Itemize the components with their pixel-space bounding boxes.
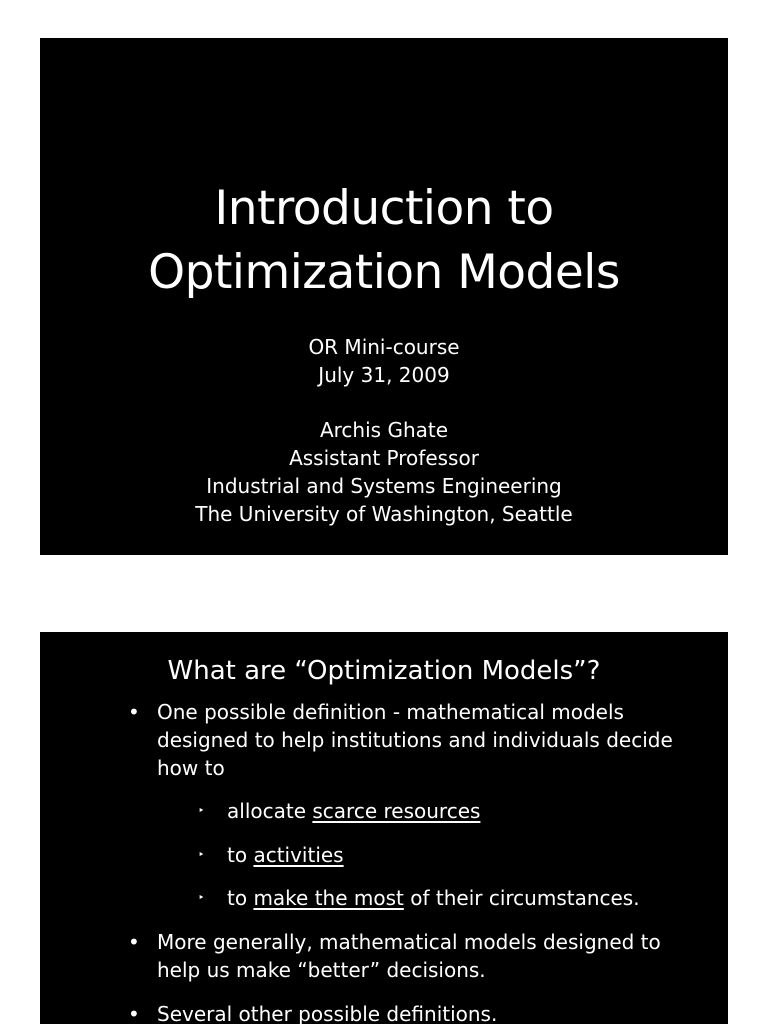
underlined-term: scarce resources [312, 799, 481, 823]
bullet-item [128, 928, 677, 984]
author-university: The University of Washington, Seattle [195, 502, 573, 526]
triangle-bullet-icon: ‣ [198, 848, 205, 861]
sub-bullet-item [198, 841, 687, 869]
sub-bullet-suffix: of their circumstances. [403, 886, 640, 910]
sub-bullet-text: to [227, 886, 254, 910]
author-name: Archis Ghate [319, 418, 449, 442]
sub-bullet-item [198, 797, 687, 825]
slide-title [40, 177, 728, 305]
bullet-item [128, 1000, 677, 1024]
triangle-bullet-icon: ‣ [198, 804, 205, 817]
bullet-text: One possible definition - mathematical models designed to help institutions and individuals decide how to [157, 700, 673, 780]
author-info [40, 416, 728, 528]
course-name: OR Mini-course [308, 335, 460, 359]
sub-bullet-text: allocate [227, 799, 313, 823]
underlined-term: activities [253, 843, 344, 867]
title-line-1: Introduction to [214, 181, 554, 236]
author-position: Assistant Professor [289, 446, 479, 470]
slide-heading: What are “Optimization Models”? [167, 656, 601, 686]
bullet-text: Several other possible definitions. [157, 1002, 498, 1024]
course-date: July 31, 2009 [318, 363, 450, 387]
course-info [40, 333, 728, 389]
author-department: Industrial and Systems Engineering [206, 474, 562, 498]
title-slide [40, 38, 728, 555]
bullet-text: More generally, mathematical models designed to help us make “better” decisions. [157, 930, 661, 982]
definition-slide [40, 632, 728, 1024]
underlined-term: make the most [253, 886, 404, 910]
bullet-dot-icon: • [128, 1002, 140, 1024]
sub-bullet-item [198, 884, 687, 912]
bullet-dot-icon: • [128, 700, 140, 724]
bullet-item [128, 698, 677, 782]
title-line-2: Optimization Models [148, 245, 620, 300]
sub-bullet-text: to [227, 843, 254, 867]
bullet-dot-icon: • [128, 930, 140, 954]
triangle-bullet-icon: ‣ [198, 891, 205, 904]
